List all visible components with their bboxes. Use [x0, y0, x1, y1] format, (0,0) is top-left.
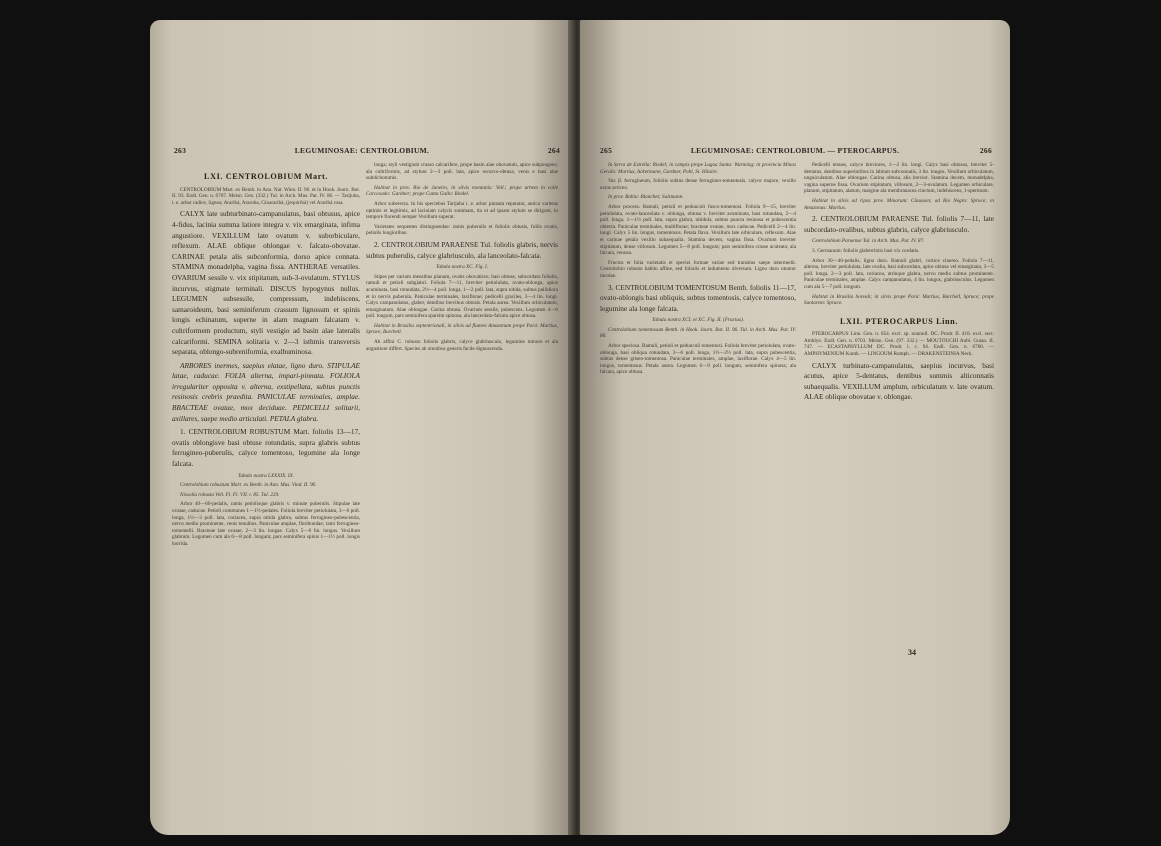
description-paragraph: CALYX turbinato-campanulatus, saepius incurvus, basi acutus, apice 5-dentatus, dentibus summis alticonnatis subaequalis. VEXILLUM amplum, orbiculatum v. late ovatum. ALAE oblique obovatae v. oblongae.	[804, 360, 994, 402]
section-title: LXI. CENTROLOBIUM Mart.	[204, 172, 328, 181]
left-page	[150, 20, 574, 835]
synonymy-paragraph: PTEROCARPUS Linn. Gen. n. 854. excl. sp. nonnull. DC. Prodr. II. 418. excl. sect. Amblyo. Endl. Gen. n. 6703. Meisn. Gen. (97. 332.) — MOUTOUCHI Aubl. Guian. II. 747. — ECASTAPHYLLUM DC. Prodr. l. c. 94. Endl. Gen. n. 6700. — AMPHYMENIUM Kunth. — LINGOUM Rumph. — DRAKENSTEINIA Neck.	[804, 331, 994, 358]
text-paragraph: longa; styli vestigium crasso calcarifere, prope basin alae obovatum, apice subpungens; ala cultriformis, ad stylum 2—3 poll. lata, apice recurvo-obtusa, venis e basi alae subdichotomis.	[366, 162, 558, 182]
species-heading: 1. CENTROLOBIUM ROBUSTUM Mart. foliolis 13—17, ovatis oblongisve basi obtuse rotundatis, supra glabris subtus ferrugineo-puberulis, calyce tomentoso, legumine ala longe falcata.	[172, 427, 360, 469]
text-paragraph: Varietates sequentes distinguendae: ramis puberulis et foliolis obtusis, foliis ovatis, petiolis longioribus.	[366, 223, 558, 237]
habitat-paragraph: Habitat in silvis ad ripas prov. Minarum: Claussen; ad Rio Negro: Spruce; in Amazonas: Martius.	[804, 197, 994, 211]
text-paragraph: Ab affini C. robusto foliolis glabris, calyce glabriusculo, legumine minore et ala angustiore differt. Species ab omnibus generis facile dignoscenda.	[366, 339, 558, 352]
section-title: LXII. PTEROCARPUS Linn.	[840, 316, 958, 326]
variety-paragraph: Var. β. ferrugineum, foliolis subtus dense ferrugineo-tomentosis, calyce majore, vexillo extus sericeo.	[600, 178, 796, 191]
synonym-line: Centrolobium Paraense Tul. in Arch. Mus. Par. IV. 87.	[812, 238, 925, 245]
text-paragraph: Pedicelli tenues, calyce breviores, 1—2 lin. longi. Calyx basi obtusus, breviter 5-dentatus, dentibus superioribus in labium subconnatis, 3 lin. longus. Vexillum orbiculatum, unguiculatum. Alae oblongae. Carina obtusa, alis brevior. Stamina decem, monadelpha, vagina superne fissa. Ovarium stipitatum, villosum, 2—3-ovulatum. Legumen orbiculare, planum, stipitatum, alatum, margine ala membranacea cinctum, indehiscens, 1-spermum.	[804, 162, 994, 195]
plate-reference: Tabula nostra LXXXIX. IX.	[237, 472, 295, 479]
text-paragraph: Fructus et folia varietatis et speciei formae variae sed transitus saepe intermedii. Centrolobio robusto habitu affine, sed foliolis et indumento diversum. Ligno duro utuntur incolae.	[600, 259, 796, 279]
plate-reference: Tabula nostra XC. Fig. I.	[435, 264, 489, 271]
habit-paragraph: ARBORES inermes, saepius elatae, ligno duro. STIPULAE latae, caducae. FOLIA alterna, impari-pinnata. FOLIOLA irregulariter opposita v. alterna, exstipellata, subtus punctis resinosis crebris praedita. PANICULAE terminales, amplae. BRACTEAE ovatae, mox deciduae. PEDICELLI solitarii, axillares, saepe medio articulati. PETALA glabra.	[172, 360, 360, 423]
signature-mark: 34	[908, 648, 916, 657]
species-heading: 2. CENTROLOBIUM PARAENSE Tul. foliolis glabris, nervis subtus puberulis, calyce glabriusculo, ala lanceolato-falcata.	[366, 239, 558, 260]
page-number: 265	[600, 146, 613, 155]
synonym-line: Centrolobium robustum Mart. ex Benth. in Ann. Mus. Vind. II. 96.	[180, 482, 317, 489]
variety-paragraph: 3. Germanum: foliolis glaberrimis basi vix cordatis.	[812, 247, 920, 254]
running-title: LEGUMINOSAE: CENTROLOBIUM. — PTEROCARPUS.	[690, 146, 900, 155]
species-heading: 2. CENTROLOBIUM PARAENSE Tul. foliolis 7—11, late subcordato-ovalibus, subtus glabris, calyce glabriusculo.	[804, 214, 994, 234]
synonym-line: Centrolobium tomentosum Benth. in Hook. Journ. Bot. II. 96. Tul. in Arch. Mus. Par. IV. 86.	[600, 326, 796, 340]
habitat-paragraph: In prov. Bahia: Blanchet; Salzmann.	[608, 194, 684, 201]
synonymy-paragraph: CENTROLOBIUM Mart. ex Benth. in Ann. Nat. Wien. II. 96. et in Hook. Journ. Bot. II. 93. Endl. Gen. n. 6707. Meisn. Gen. (332.) Tul. in Arch. Mus. Par. IV. 86. — Tarijuba, i. e. arbor radice, lignea; Araribá, Araroba, Ginararibá, (jequiribá) vel Araribá rosa.	[172, 186, 360, 206]
plate-reference: Tabula nostra XCI. et XC. Fig. II. (Fructus).	[651, 317, 745, 324]
page-number: 263	[174, 146, 187, 155]
right-page	[580, 20, 1010, 835]
species-description: Stipes per varium mensibus planum, ovatis obovatisve, basi obtuse, subcordato foliolis, ramuli et petioli subglabri. Foliola 7—11, breviter petiolulata, ovato-oblonga, apice acuminata, basi rotundata, 2½—4 poll. longa, 1—2 poll. lata, supra nitida, subtus pallidiora et in nervis puberula. Paniculae terminales, laxiflorae; pedicelli graciles, 3—4 lin. longi. Calyx campanulatus, glaber, dentibus brevibus obtusis. Petala aurea. Vexillum orbiculatum, emarginatum. Alae oblongae. Carina obtusa. Ovarium sessile, pubescens. Legumen 4—6 poll. longum, pars seminifera sparsim spinosa, ala lanceolato-falcata apice obtusa.	[366, 273, 558, 320]
text-paragraph: Arbor suberecta. In his speciebus Tarijuba i. e. arbor pinnata reputatur, antica varietas optimis et legitimis, ad laciniam calycis summam, ita ut ad ipsam stylum se dirigunt, in tempore florendi semper Vexillum superat.	[366, 200, 558, 221]
habitat-paragraph: Habitat in prov. Rio de Janeiro, in silvis montanis: Vell.; prope urbem in colle Corcovado: Gardner; prope Canta Gallo: Riedel.	[366, 184, 558, 198]
running-title: LEGUMINOSAE: CENTROLOBIUM.	[294, 146, 430, 155]
species-description: Arbor 40—60-pedalis, ramis petiolisque glabris v. minute puberulis. Stipulae late ovatae, caducae. Petioli communes 1—1½-pedales. Foliola breviter petiolulata, 3—6 poll. longa, 1½—3 poll. lata, coriacea, supra nitida glabra, subtus ferrugineo-pubescentia, nervo medio prominente, venis tenuibus. Paniculae amplae, floribundae; rami ferrugineo-tomentelli. Bracteae late ovatae, 2—3 lin. longae. Calyx 5—6 lin. longus. Vexillum glabrum. Legumen cum ala 6—8 poll. longum; pars seminifera spinis 1—1½ poll. longis horrida.	[172, 501, 360, 547]
open-book	[150, 20, 1010, 835]
right-page-column-1	[600, 162, 796, 379]
species-description: Arbor speciosa. Ramuli, petioli et pedunculi tomentosi. Foliola breviter petiolulata, ovato-oblonga, basi obliqua rotundata, 3—6 poll. longa, 1½—2½ poll. lata, supra pubescentia, subtus dense griseo-tomentosa. Paniculae terminales, amplae, laxiflorae. Calyx 4—5 lin. longus, tomentosus. Petala aurea. Legumen 6—9 poll. longum, seminifera spinosa; ala falcata, apice obtusa.	[600, 343, 796, 376]
species-description: Arbor procera. Ramuli, petioli et pedunculi fusco-tomentosi. Foliola 9—15, breviter petiolulata, ovato-lanceolata v. oblonga, obtusa v. breviter acuminata, basi rotundata, 2—4 poll. longa, 1—1½ poll. lata, supra glabra, nitidula, subtus puncta resinosa et pubescentia obtecta. Paniculae terminales, multiflorae; bracteae ovatae, mox caducae. Pedicelli 2—4 lin. longi. Calyx 5 lin. longus, tomentosus. Petala flava. Vexillum late orbiculare, reflexum. Alae et carinae petala vexillo subaequalia. Stamina decem, vagina fissa. Ovarium breviter stipitatum, dense villosum. Legumen 5—8 poll. longum; pars seminifera crasse aculeata; ala falcata, venosa.	[600, 203, 796, 257]
description-paragraph: CALYX late subturbinato-campanulatus, basi obtusus, apice 4-fidus, lacinia summa latiore integra v. vix emarginata, infima angustiore. VEXILLUM late ovatum v. suborbiculare, reflexum. ALAE oblique oblongae v. falcato-obovatae. CARINAE petala alis subconformia, dorso apice connata. STAMINA monadelpha, vagina fissa. ANTHERAE versatiles. OVARIUM sessile v. vix stipitatum, sub-3-ovulatum. STYLUS incurvus, stigmate terminali. DISCUS hypogynus nullus. LEGUMEN subsessile, compressum, indehiscens, samaroideum, basi seminiferum crassum lignosum et spinis longis echinatum, superne in alam magnam falcatam v. cultriformem productum, styli vestigio ad basin alae lateralis calcariformi. SEMINA solitaria v. 2—3 isthmis transversis separata, oblongo-subreniformia, exalbuminosa.	[172, 209, 360, 357]
right-page-column-2	[804, 162, 994, 406]
page-number: 264	[547, 146, 560, 155]
habitat-paragraph: Habitat in Brasilia boreali; in silvis prope Pará: Martius, Burchell, Spruce; prope Santarem: Spruce.	[804, 293, 994, 307]
habitat-paragraph: Habitat in Brasilia septentrionali, in silvis ad flumen Amazonum prope Pará: Martius, Spruce, Burchell.	[366, 322, 558, 336]
species-heading: 3. CENTROLOBIUM TOMENTOSUM Benth. foliolis 11—17, ovato-oblongis basi obliquis, subtus tomentosis, calyce tomentoso, legumine ala longe falcata.	[600, 282, 796, 313]
page-number: 266	[979, 146, 992, 155]
species-description: Arbor 30—40-pedalis, ligno duro. Ramuli glabri, cortice cinereo. Foliola 7—11, alterna, breviter petiolulata, late ovalia, basi subcordata, apice obtusa vel emarginata, 3—5 poll. longa, 2—3 poll. lata, coriacea, utrinque glabra, nervo medio subtus prominente. Paniculae terminales, amplae. Calyx campanulatus, 4 lin. longus, glabriusculus. Legumen cum ala 5—7 poll. longum.	[804, 257, 994, 290]
left-page-column-2	[366, 162, 558, 355]
synonym-line: Nissolia robusta Vell. Fl. Fl. VII. t. 85. Tul. 229.	[180, 491, 280, 498]
left-page-column-1	[172, 162, 360, 551]
habitat-paragraph: In Serra de Estrella: Riedel; in campis prope Lagoa Santa: Warming; in provincia Minas Geraës: Martius, Ackermann, Gardner, Pohl, St. Hilaire.	[600, 162, 796, 175]
